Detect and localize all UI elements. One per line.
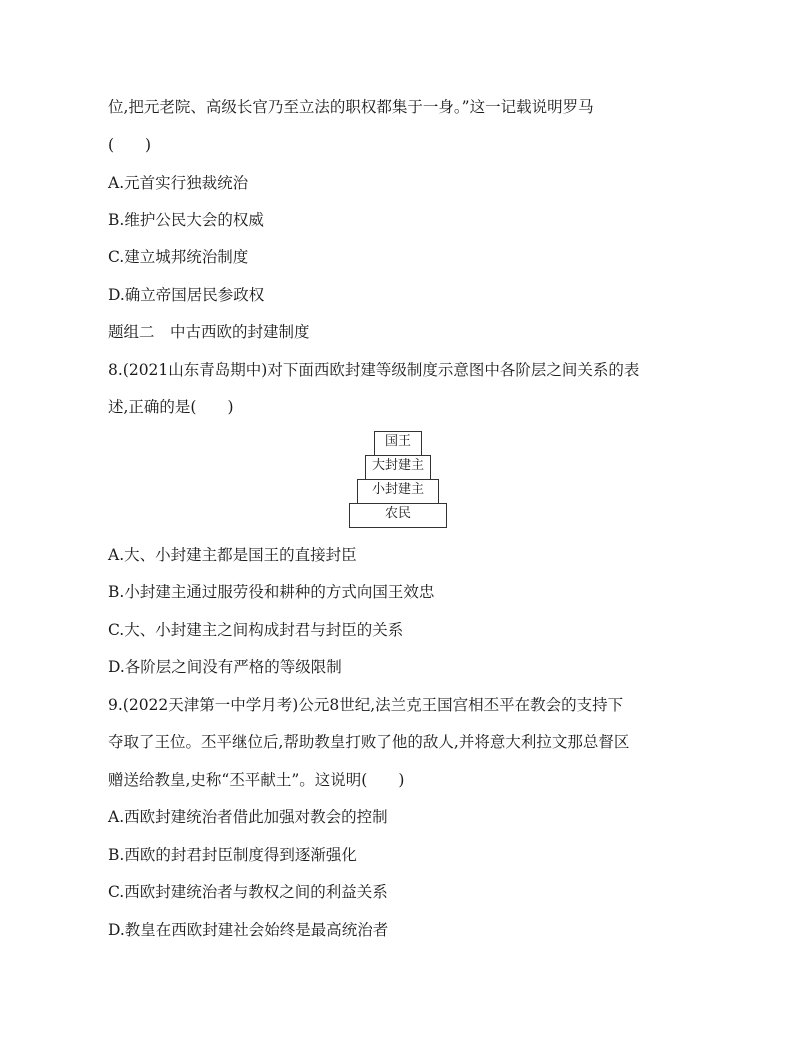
q7-option-c: C.建立城邦统治制度 <box>108 248 249 266</box>
q8-option-b: B.小封建主通过服劳役和耕种的方式向国王效忠 <box>108 583 435 601</box>
q8-option-d: D.各阶层之间没有严格的等级限制 <box>108 658 342 676</box>
q7-option-a: A.元首实行独裁统治 <box>108 174 249 192</box>
q9-option-b: B.西欧的封君封臣制度得到逐渐强化 <box>108 846 357 864</box>
diagram-tier-peasants: 农民 <box>349 503 447 528</box>
q9-stem-line-3: 赠送给教皇,史称“丕平献土”。这说明( ) <box>108 771 405 789</box>
q8-stem-line-1: 8.(2021山东青岛期中)对下面西欧封建等级制度示意图中各阶层之间关系的表 <box>108 361 640 379</box>
q7-option-b: B.维护公民大会的权威 <box>108 211 264 229</box>
q7-option-d: D.确立帝国居民参政权 <box>108 286 265 304</box>
q8-stem-line-2: 述,正确的是( ) <box>108 398 234 416</box>
diagram-tier-great-lords: 大封建主 <box>365 455 431 480</box>
q9-option-c: C.西欧封建统治者与教权之间的利益关系 <box>108 883 388 901</box>
q7-answer-bracket: ( ) <box>108 136 152 154</box>
diagram-tier-king: 国王 <box>374 431 422 456</box>
q9-option-d: D.教皇在西欧封建社会始终是最高统治者 <box>108 921 389 939</box>
q7-stem-line: 位,把元老院、高级长官乃至立法的职权都集于一身。”这一记载说明罗马 <box>108 98 594 116</box>
q9-stem-line-2: 夺取了王位。丕平继位后,帮助教皇打败了他的敌人,并将意大利拉文那总督区 <box>108 733 630 751</box>
q9-option-a: A.西欧封建统治者借此加强对教会的控制 <box>108 808 388 826</box>
diagram-tier-lesser-lords: 小封建主 <box>357 479 439 504</box>
section-title: 题组二 中古西欧的封建制度 <box>108 323 310 341</box>
q9-stem-line-1: 9.(2022天津第一中学月考)公元8世纪,法兰克王国宫相丕平在教会的支持下 <box>108 696 624 714</box>
q8-option-c: C.大、小封建主之间构成封君与封臣的关系 <box>108 621 404 639</box>
q8-option-a: A.大、小封建主都是国王的直接封臣 <box>108 546 357 564</box>
